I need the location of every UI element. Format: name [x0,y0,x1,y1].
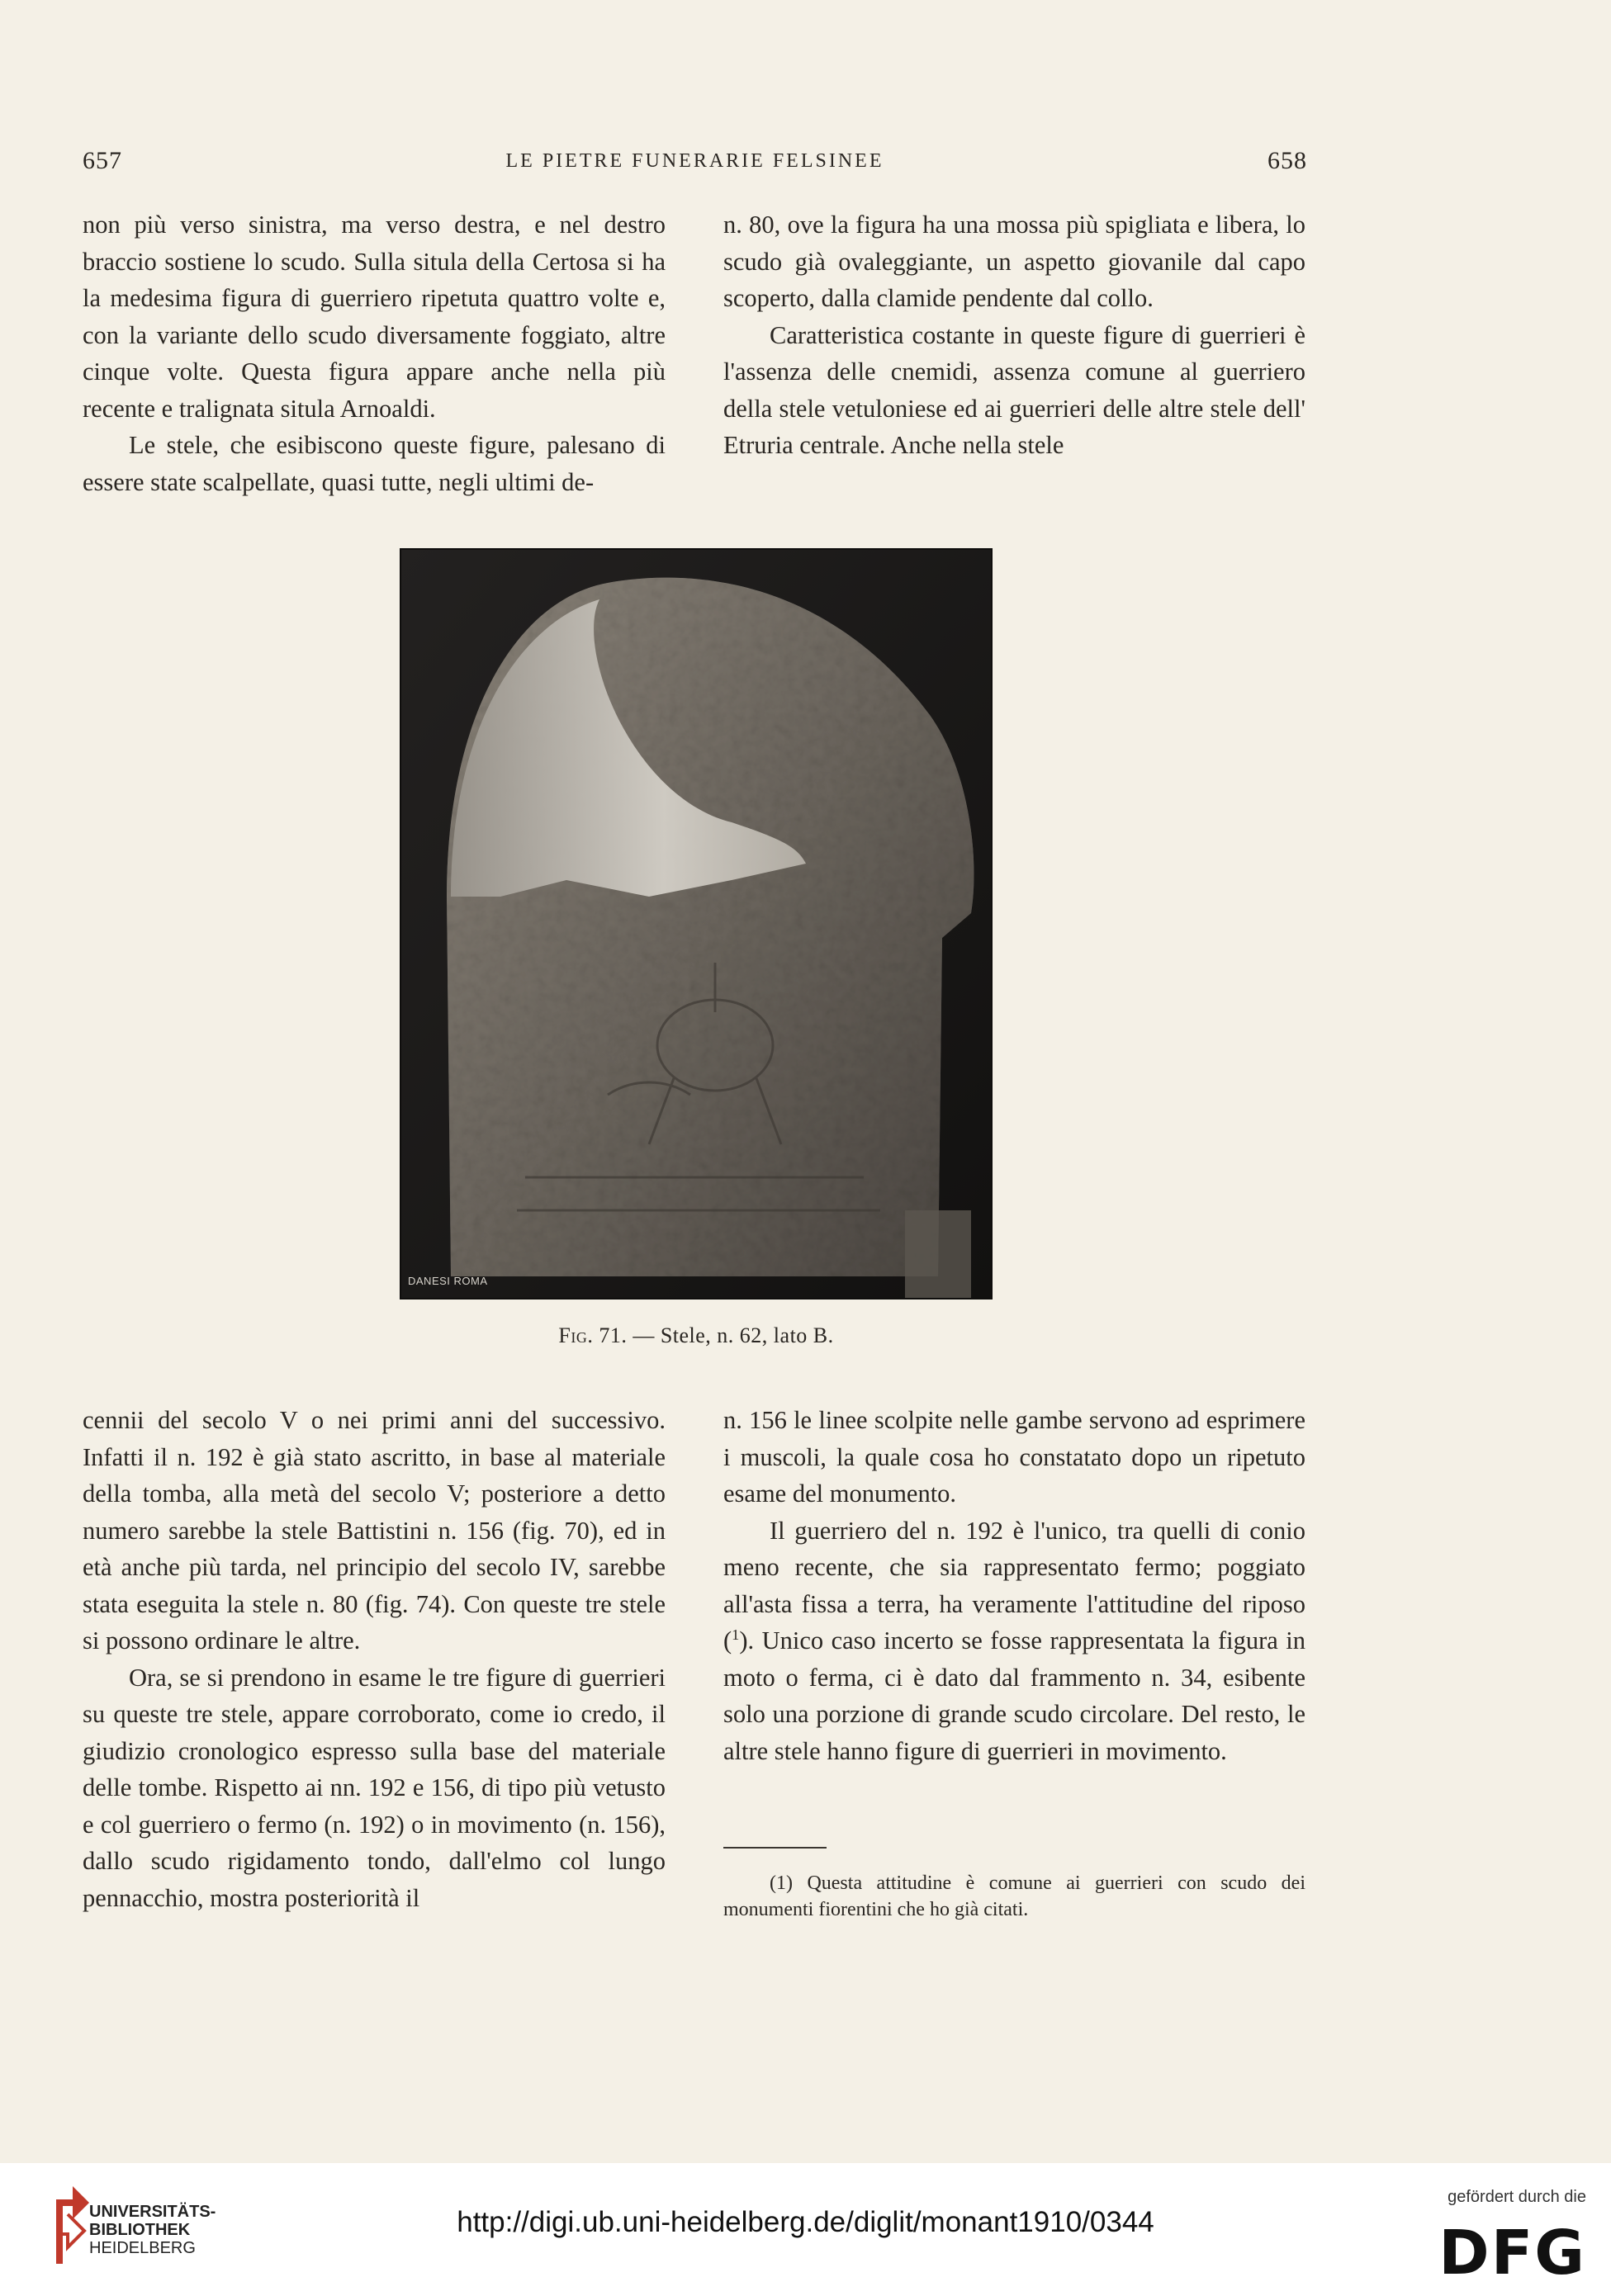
text-column-top-left [83,206,666,500]
footnote-marker: (1) [770,1872,793,1894]
paragraph: n. 80, ove la figura ha una mossa più spigliata e libera, lo scudo già ovaleggiante, un aspetto giovanile dal capo scoperto, dalla clamide pendente dal collo. [723,211,1305,312]
permalink-url[interactable]: http://digi.ub.uni-heidelberg.de/diglit/monant1910/0344 [457,2206,1154,2238]
paragraph: Caratteristica costante in queste figure di guerrieri è l'assenza delle cnemidi, assenza comune al guerriero della stele vetuloniese ed ai guerrieri delle altre stele dell' Etruria centrale. Anche nella stele [723,320,1305,459]
paragraph: Ora, se si prendono in esame le tre figure di guerrieri su queste tre stele, appare corroborato, come io credo, il giudizio cronologico espresso sulla base del materiale delle tombe. Rispetto ai nn. 192 e 156, di tipo più vetusto e col guerriero o fermo (n. 192) o in movimento (n. 156), dallo scudo rigidamento tondo, dall'elmo col lungo pennacchio, mostra posteriorità il [83,1663,666,1912]
caption-label: Fig. [558,1323,594,1347]
footnote-text: Questa attitudine è comune ai guerrieri con scudo dei monumenti fiorentini che ho già citati. [723,1872,1305,1920]
paragraph: non più verso sinistra, ma verso destra, e nel destro braccio sostiene lo scudo. Sulla situla della Certosa si ha la medesima figura di guerriero ripetuta quattro volte e, con la variante dello scudo diversamente foggiato, altre cinque volte. Questa figura appare anche nella più recente e tralignata situla Arnoaldi. [83,211,666,423]
library-name-line: BIBLIOTHEK [89,2221,191,2239]
text-column-top-right [723,206,1305,464]
dfg-logo: DFG [1438,2218,1586,2289]
paragraph-text: Il guerriero del n. 192 è l'unico, tra quelli di conio meno recente, che sia rappresentato fermo; poggiato all'asta fissa a terra, ha veramente l'attitudine del riposo ( [723,1516,1305,1655]
stele-photograph [400,548,993,1299]
paragraph: n. 156 le linee scolpite nelle gambe servono ad esprimere i muscoli, la quale cosa ho constatato dopo un ripetuto esame del monumento. [723,1406,1305,1508]
paragraph-text: ). Unico caso incerto se fosse rappresentata la figura in moto o ferma, ci è dato dal frammento n. 34, esibente solo una porzione di grande scudo circolare. Del resto, le altre stele hanno figure di guerrieri in movimento. [723,1626,1305,1765]
text-column-bottom-right [723,1402,1305,1769]
paragraph: Le stele, che esibiscono queste figure, palesano di essere state scalpellate, quasi tutte, negli ultimi de- [83,431,666,496]
caption-text: 71. — Stele, n. 62, lato B. [593,1323,834,1347]
library-name-line: UNIVERSITÄTS- [89,2203,216,2221]
text-column-bottom-left [83,1402,666,1916]
paragraph: cennii del secolo V o nei primi anni del successivo. Infatti il n. 192 è già stato ascritto, in base al materiale della tomba, alla metà del secolo V; posteriore a detto numero sarebbe la stele Battistini n. 156 (fig. 70), ed in età anche più tarda, nel principio del secolo IV, sarebbe stata eseguita la stele n. 80 (fig. 74). Con queste tre stele si possono ordinare le altre. [83,1406,666,1655]
footnote-reference: 1 [732,1626,740,1643]
photo-credit: DANESI ROMA [408,1275,488,1287]
page-header [83,147,1307,180]
figure-caption [400,1323,993,1348]
footnote [723,1870,1305,1923]
footnote-rule [723,1847,827,1849]
digitization-footer [0,2163,1611,2296]
running-title: LE PIETRE FUNERARIE FELSINEE [505,150,884,172]
page-number-left: 657 [83,147,122,174]
page-number-right: 658 [1267,147,1307,174]
funded-by-label: gefördert durch die [1448,2188,1586,2206]
library-name-line: HEIDELBERG [89,2239,196,2257]
stele-image [401,550,991,1298]
paragraph [723,1513,1305,1770]
